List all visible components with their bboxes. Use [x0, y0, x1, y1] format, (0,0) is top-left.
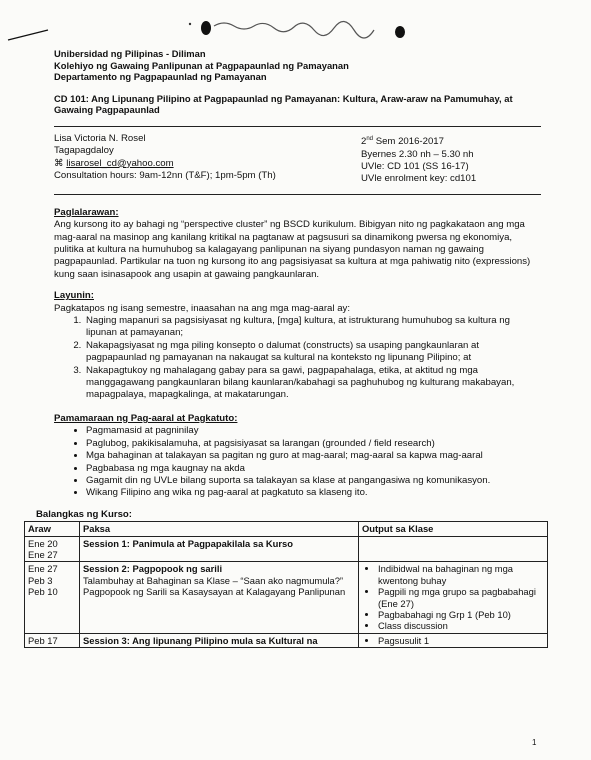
list-item: • Indibidwal na bahaginan ng mga kwentong buhay [378, 563, 544, 586]
course-outline-table [24, 521, 548, 648]
consultation-hours: Consultation hours: 9am-12nn (T&F); 1pm-5pm (Th) [54, 170, 276, 182]
row-output [359, 633, 548, 647]
uvle-enrolment-key: UVle enrolment key: cd101 [361, 173, 477, 185]
list-item: • Pagmamasid at pagninilay [86, 425, 541, 437]
list-item: • Pagpili ng mga grupo sa pagbabahagi (Ene 27) [378, 586, 544, 609]
institution-header [54, 48, 541, 83]
course-title: CD 101: Ang Lipunang Pilipino at Pagpapaunlad ng Pamayanan: Kultura, Araw-araw na Pamumuhay, at Gawaing Pagpapaunlad [54, 92, 513, 116]
row-topic: Session 2: Pagpopook ng sarili Talambuhay at Bahaginan sa Klase – “Saan ako nagmumula?” Pagpopook ng Sarili sa Kasaysayan at Kalagayang Panlipunan [80, 562, 359, 633]
description-heading: Paglalarawan: [54, 206, 119, 218]
semester: 2nd Sem 2016-2017 [361, 135, 444, 148]
row-dates: Ene 20 Ene 27 [25, 536, 80, 562]
document-page [28, 48, 541, 648]
department-name: Departamento ng Pagpapaunlad ng Pamayanan [54, 71, 267, 83]
table-row [25, 536, 548, 562]
header-paksa: Paksa [80, 522, 359, 536]
list-item: • Wikang Filipino ang wika ng pag-aaral at pagkatuto sa klaseng ito. [86, 487, 541, 499]
row-topic: Session 1: Panimula at Pagpapakilala sa Kurso [80, 536, 359, 562]
instructor-role: Tagapagdaloy [54, 145, 114, 157]
instructor-info [54, 133, 354, 186]
page-number: 1 [532, 738, 537, 747]
list-item: • Pagbabahagi ng Grp 1 (Peb 10) [378, 609, 544, 620]
instructor-email-row [54, 158, 354, 170]
list-item: • Paglubog, pakikisalamuha, at pagsisiyasat sa larangan (grounded / field research) [86, 438, 541, 450]
schedule-info [361, 133, 541, 186]
list-item: • Pagbabasa ng mga kaugnay na akda [86, 463, 541, 475]
list-item: • Mga bahaginan at talakayan sa pagitan ng guro at mag-aaral; mag-aaral sa kapwa mag-aaral [86, 450, 541, 462]
row-dates: Peb 17 [25, 633, 80, 647]
list-item: 2. Nakapagsiyasat ng mga piling konsepto o dalumat (constructs) sa usaping pangkaunlaran at pagpapaunlad ng pamayanan na nakaugat sa kultural na konteksto ng lipunang Pilipino; at [84, 340, 541, 365]
university-name: Unibersidad ng Pilipinas - Diliman [54, 48, 206, 59]
header-araw: Araw [25, 522, 80, 536]
instructor-email-link[interactable]: lisarosel_cd@yahoo.com [66, 157, 174, 169]
email-icon: ⌘ [54, 157, 64, 169]
uvle-course: UVle: CD 101 (SS 16-17) [361, 160, 469, 172]
methods-list [54, 425, 541, 499]
list-item: • Class discussion [378, 620, 544, 631]
row-output [359, 562, 548, 633]
table-header-row [25, 522, 548, 536]
header-output: Output sa Klase [359, 522, 548, 536]
divider-bottom [54, 194, 541, 195]
row-output [359, 536, 548, 562]
course-info [54, 127, 541, 194]
list-item: 3. Nakapagtukoy ng mahalagang gabay para sa gawi, pagpapahalaga, etika, at aktitud ng mga manggagawang pangkaunlaran bilang kaunlaran/kabahagi sa paghuhubog ng kulturang makabayan, mapagpalaya, mapagkalinga, at makatarungan. [84, 365, 541, 402]
row-topic: Session 3: Ang lipunang Pilipino mula sa Kultural na [80, 633, 359, 647]
table-row [25, 633, 548, 647]
row-dates: Ene 27 Peb 3 Peb 10 [25, 562, 80, 633]
list-item: • Gagamit din ng UVLe bilang suporta sa talakayan sa klase at pangangasiwa ng komunikasyon. [86, 475, 541, 487]
objectives-list [54, 315, 541, 402]
college-name: Kolehiyo ng Gawaing Panlipunan at Pagpapaunlad ng Pamayanan [54, 59, 349, 71]
scan-artifact-mark [0, 8, 591, 48]
list-item: • Pagsusulit 1 [378, 635, 544, 646]
objectives-intro: Pagkatapos ng isang semestre, inaasahan na ang mga mag-aaral ay: [54, 302, 350, 314]
class-time: Byernes 2.30 nh – 5.30 nh [361, 148, 474, 160]
methods-heading: Pamamaraan ng Pag-aaral at Pagkatuto: [54, 412, 238, 424]
description-text: Ang kursong ito ay bahagi ng “perspective cluster” ng BSCD kurikulum. Bibigyan nito ng pagkakataon ang mga mag-aaral na masinop ang kanilang kritikal na pagtanaw at pagsusuri sa dinamikong pwersa ng ekonomiya, pulitika at kultura na humuhubog sa kalagayang panlipunan na siyang pundasyon naman ng gawaing pagpapaunlad. Partikular na tuon ng kursong ito ang pagsisiyasat sa kultura at mga pahiwatig nito (expressions) kung saan isinasapook ang usapin at gawaing pangkaunlaran. [54, 219, 531, 280]
instructor-name: Lisa Victoria N. Rosel [54, 132, 146, 144]
objectives-heading: Layunin: [54, 290, 94, 302]
outline-heading: Balangkas ng Kurso: [36, 508, 132, 520]
table-row [25, 562, 548, 633]
list-item: 1. Naging mapanuri sa pagsisiyasat ng kultura, [mga] kultura, at istrukturang humuhubog sa kultura ng lipunan at pamayanan; [84, 315, 541, 340]
